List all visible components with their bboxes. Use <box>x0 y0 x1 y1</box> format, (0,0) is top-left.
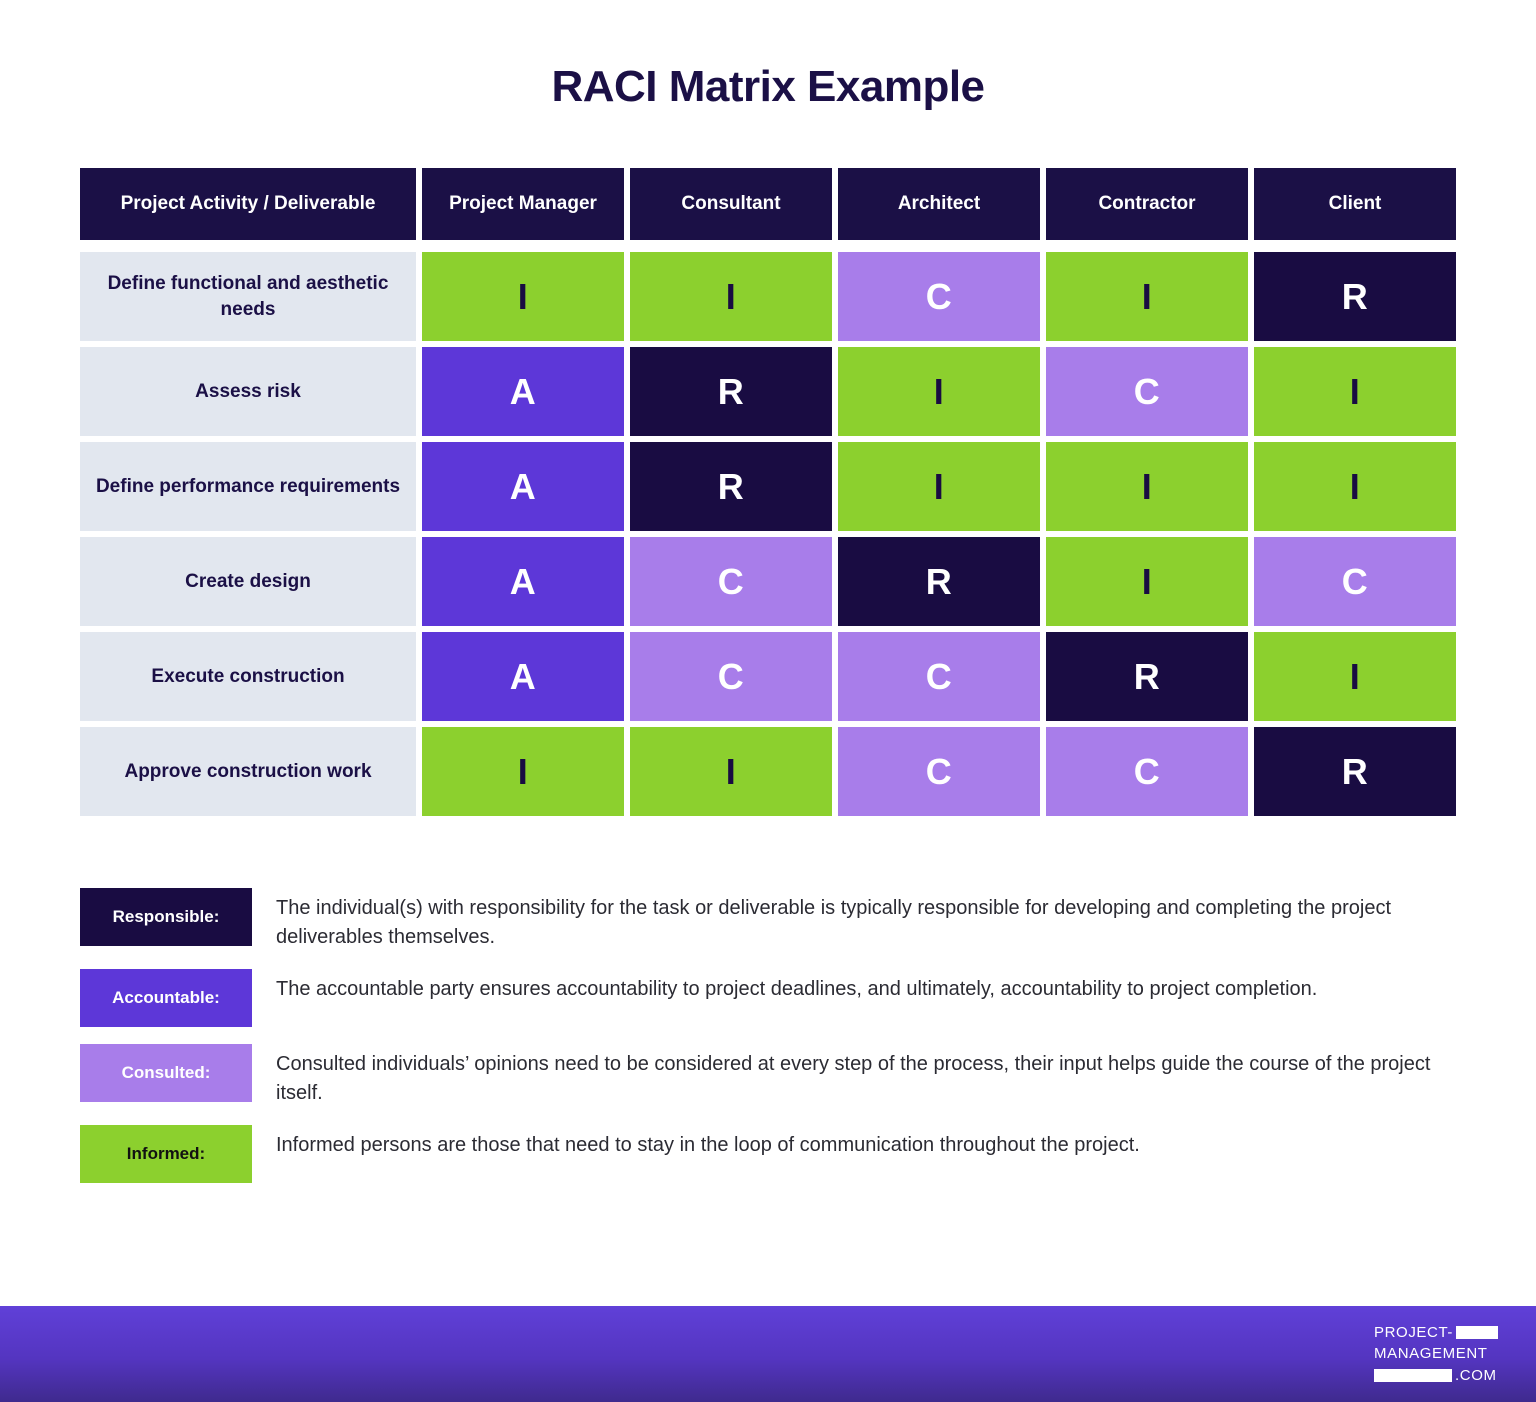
matrix-cell: C <box>1046 727 1248 816</box>
legend-chip-r: Responsible: <box>80 888 252 946</box>
matrix-row-label: Define performance requirements <box>80 442 416 531</box>
matrix-row <box>80 347 1456 436</box>
matrix-cell: I <box>1046 442 1248 531</box>
matrix-cell: C <box>630 537 832 626</box>
legend-description: The accountable party ensures accountability to project deadlines, and ultimately, accountability to project completion. <box>276 978 1318 1000</box>
logo-text-project: PROJECT- <box>1374 1324 1453 1342</box>
logo-line-3 <box>1374 1365 1498 1386</box>
matrix-row <box>80 442 1456 531</box>
matrix-cell: C <box>1254 537 1456 626</box>
column-header-activity: Project Activity / Deliverable <box>80 168 416 240</box>
logo-bar-icon-1 <box>1456 1326 1498 1339</box>
matrix-row-label: Assess risk <box>80 347 416 436</box>
legend-row <box>80 1125 1456 1183</box>
matrix-cell: C <box>838 252 1040 341</box>
legend-row <box>80 888 1456 952</box>
legend-row <box>80 969 1456 1027</box>
matrix-cell: I <box>630 252 832 341</box>
matrix-cell: C <box>630 632 832 721</box>
matrix-row-label: Define functional and aesthetic needs <box>80 252 416 341</box>
matrix-cell: I <box>630 727 832 816</box>
column-header-consultant: Consultant <box>630 168 832 240</box>
legend-chip-a: Accountable: <box>80 969 252 1027</box>
project-management-logo <box>1374 1322 1498 1386</box>
column-header-contractor: Contractor <box>1046 168 1248 240</box>
matrix-cell: R <box>1046 632 1248 721</box>
legend-chip-i: Informed: <box>80 1125 252 1183</box>
matrix-cell: I <box>1046 537 1248 626</box>
logo-line-2 <box>1374 1343 1498 1364</box>
matrix-row-label: Create design <box>80 537 416 626</box>
matrix-cell: R <box>630 442 832 531</box>
matrix-cell: I <box>422 727 624 816</box>
matrix-cell: A <box>422 442 624 531</box>
matrix-cell: I <box>838 442 1040 531</box>
matrix-body <box>80 252 1456 816</box>
column-header-project-manager: Project Manager <box>422 168 624 240</box>
matrix-row-label: Approve construction work <box>80 727 416 816</box>
matrix-header-row <box>80 168 1456 240</box>
matrix-row-label: Execute construction <box>80 632 416 721</box>
matrix-cell: R <box>1254 252 1456 341</box>
matrix-cell: I <box>838 347 1040 436</box>
raci-matrix-table <box>80 168 1456 816</box>
legend-chip-c: Consulted: <box>80 1044 252 1102</box>
column-header-client: Client <box>1254 168 1456 240</box>
legend-description: Consulted individuals’ opinions need to be considered at every step of the process, their input helps guide the course of the project itself. <box>276 1053 1431 1104</box>
raci-legend <box>80 888 1456 1183</box>
matrix-cell: R <box>630 347 832 436</box>
matrix-cell: C <box>1046 347 1248 436</box>
matrix-row <box>80 632 1456 721</box>
legend-row <box>80 1044 1456 1108</box>
matrix-cell: I <box>1254 632 1456 721</box>
matrix-cell: I <box>1254 442 1456 531</box>
footer-bar <box>0 1306 1536 1402</box>
matrix-cell: A <box>422 632 624 721</box>
column-header-architect: Architect <box>838 168 1040 240</box>
matrix-cell: R <box>1254 727 1456 816</box>
matrix-row <box>80 537 1456 626</box>
matrix-cell: I <box>1046 252 1248 341</box>
logo-text-management: MANAGEMENT <box>1374 1345 1488 1363</box>
matrix-cell: C <box>838 632 1040 721</box>
matrix-row <box>80 252 1456 341</box>
logo-text-com: .COM <box>1455 1366 1497 1384</box>
matrix-cell: A <box>422 347 624 436</box>
matrix-cell: I <box>1254 347 1456 436</box>
logo-bar-icon-2 <box>1374 1369 1452 1382</box>
page-title: RACI Matrix Example <box>551 62 985 111</box>
matrix-cell: R <box>838 537 1040 626</box>
matrix-cell: A <box>422 537 624 626</box>
matrix-row <box>80 727 1456 816</box>
logo-line-1 <box>1374 1322 1498 1343</box>
legend-description: The individual(s) with responsibility for the task or deliverable is typically responsible for developing and completing the project deliverables themselves. <box>276 897 1392 948</box>
legend-description: Informed persons are those that need to stay in the loop of communication throughout the project. <box>276 1134 1140 1156</box>
matrix-cell: I <box>422 252 624 341</box>
matrix-cell: C <box>838 727 1040 816</box>
